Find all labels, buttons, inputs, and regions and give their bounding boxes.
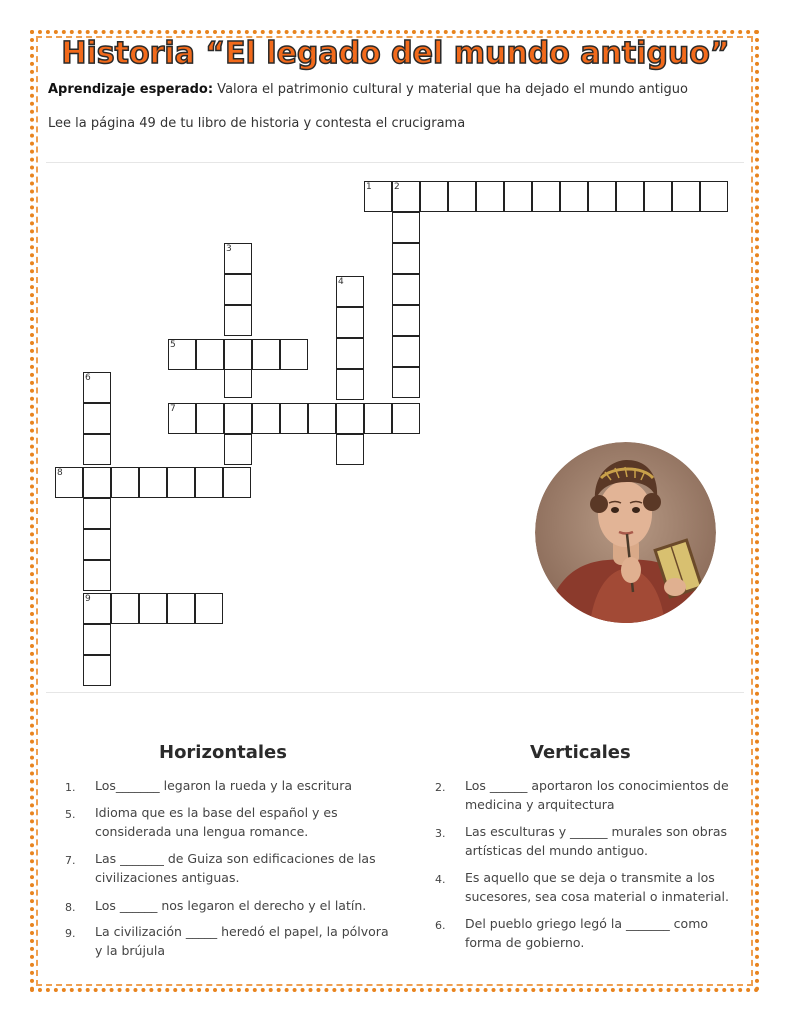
- clue-text: Del pueblo griego legó la _______ como forma de gobierno.: [465, 916, 709, 950]
- clue-number-label: 3.: [435, 827, 446, 840]
- crossword-cell[interactable]: [336, 338, 364, 369]
- crossword-cell[interactable]: [392, 243, 420, 274]
- crossword-cell[interactable]: [420, 181, 448, 212]
- crossword-cell[interactable]: [588, 181, 616, 212]
- clue-number-8: 8: [57, 468, 63, 478]
- crossword-cell[interactable]: [83, 434, 111, 465]
- clue-text: Los_______ legaron la rueda y la escritura: [95, 778, 353, 793]
- crossword-cell[interactable]: [83, 498, 111, 529]
- clue-horizontal-1: [65, 776, 395, 796]
- portrait-image: [535, 442, 716, 623]
- clue-horizontal-9: [65, 922, 395, 962]
- clue-text: Los ______ nos legaron el derecho y el latín.: [95, 898, 367, 913]
- clue-number-4: 4: [338, 277, 344, 287]
- crossword-cell[interactable]: [336, 276, 364, 307]
- crossword-cell[interactable]: [139, 467, 167, 498]
- crossword-cell[interactable]: [280, 403, 308, 434]
- clue-number-1: 1: [366, 182, 372, 192]
- clue-number-6: 6: [85, 373, 91, 383]
- crossword-cell[interactable]: [83, 593, 111, 624]
- crossword-cell[interactable]: [392, 403, 420, 434]
- clue-number-label: 7.: [65, 854, 76, 867]
- clue-number-label: 6.: [435, 919, 446, 932]
- crossword-cell[interactable]: [196, 339, 224, 370]
- crossword-cell[interactable]: [364, 181, 392, 212]
- clue-number-label: 9.: [65, 927, 76, 940]
- crossword-cell[interactable]: [532, 181, 560, 212]
- clue-number-7: 7: [170, 404, 176, 414]
- clue-number-label: 4.: [435, 873, 446, 886]
- crossword-cell[interactable]: [644, 181, 672, 212]
- clue-text: Es aquello que se deja o transmite a los sucesores, sea cosa material o inmaterial.: [465, 870, 729, 904]
- crossword-cell[interactable]: [308, 403, 336, 434]
- crossword-cell[interactable]: [280, 339, 308, 370]
- crossword-cell[interactable]: [224, 434, 252, 465]
- learning-goal-text: Valora el patrimonio cultural y material que ha dejado el mundo antiguo: [213, 82, 688, 97]
- crossword-cell[interactable]: [223, 467, 251, 498]
- crossword-cell[interactable]: [168, 403, 196, 434]
- clue-vertical-3: [435, 822, 745, 862]
- crossword-cell[interactable]: [224, 367, 252, 398]
- crossword-cell[interactable]: [139, 593, 167, 624]
- crossword-cell[interactable]: [336, 307, 364, 338]
- clue-vertical-4: [435, 868, 745, 908]
- crossword-cell[interactable]: [448, 181, 476, 212]
- clue-text: Idioma que es la base del español y es considerada una lengua romance.: [95, 805, 338, 839]
- crossword-cell[interactable]: [336, 369, 364, 400]
- clue-number-label: 2.: [435, 781, 446, 794]
- divider-top: [46, 162, 744, 163]
- crossword-cell[interactable]: [167, 467, 195, 498]
- clue-vertical-6: [435, 914, 745, 954]
- crossword-cell[interactable]: [83, 624, 111, 655]
- clue-text: Los ______ aportaron los conocimientos de medicina y arquitectura: [465, 778, 729, 812]
- instruction-text: Lee la página 49 de tu libro de historia y contesta el crucigrama: [48, 116, 466, 131]
- clue-number-label: 8.: [65, 901, 76, 914]
- crossword-cell[interactable]: [560, 181, 588, 212]
- clue-number-9: 9: [85, 594, 91, 604]
- crossword-cell[interactable]: [336, 434, 364, 465]
- learning-goal-label: Aprendizaje esperado:: [48, 82, 214, 97]
- clue-number-3: 3: [226, 244, 232, 254]
- crossword-cell[interactable]: [672, 181, 700, 212]
- crossword-cell[interactable]: [83, 403, 111, 434]
- learning-goal: [48, 82, 688, 97]
- crossword-cell[interactable]: [167, 593, 195, 624]
- divider-bottom: [46, 692, 744, 693]
- crossword-cell[interactable]: [336, 403, 364, 434]
- crossword-cell[interactable]: [252, 339, 280, 370]
- crossword-cell[interactable]: [83, 467, 111, 498]
- clue-number-label: 1.: [65, 781, 76, 794]
- crossword-cell[interactable]: [168, 339, 196, 370]
- crossword-cell[interactable]: [196, 403, 224, 434]
- horizontal-clues-title: Horizontales: [159, 742, 287, 763]
- crossword-cell[interactable]: [83, 529, 111, 560]
- crossword-cell[interactable]: [224, 403, 252, 434]
- crossword-cell[interactable]: [224, 274, 252, 305]
- crossword-cell[interactable]: [224, 243, 252, 274]
- clue-text: Las _______ de Guiza son edificaciones de las civilizaciones antiguas.: [95, 851, 376, 885]
- crossword-cell[interactable]: [392, 274, 420, 305]
- crossword-cell[interactable]: [392, 212, 420, 243]
- crossword-cell[interactable]: [55, 467, 83, 498]
- crossword-cell[interactable]: [224, 305, 252, 336]
- crossword-cell[interactable]: [224, 339, 252, 370]
- crossword-cell[interactable]: [504, 181, 532, 212]
- clue-text: La civilización _____ heredó el papel, la pólvora y la brújula: [95, 924, 389, 958]
- clue-number-2: 2: [394, 182, 400, 192]
- vertical-clues-title: Verticales: [530, 742, 631, 763]
- clue-horizontal-8: [65, 896, 395, 916]
- crossword-cell[interactable]: [111, 593, 139, 624]
- crossword-cell[interactable]: [392, 367, 420, 398]
- crossword-cell[interactable]: [83, 655, 111, 686]
- crossword-cell[interactable]: [111, 467, 139, 498]
- crossword-cell[interactable]: [364, 403, 392, 434]
- crossword-cell[interactable]: [83, 560, 111, 591]
- clue-text: Las esculturas y ______ murales son obras artísticas del mundo antiguo.: [465, 824, 728, 858]
- crossword-cell[interactable]: [392, 336, 420, 367]
- crossword-cell[interactable]: [392, 305, 420, 336]
- crossword-cell[interactable]: [476, 181, 504, 212]
- crossword-cell[interactable]: [616, 181, 644, 212]
- clue-number-5: 5: [170, 340, 176, 350]
- crossword-cell[interactable]: [195, 467, 223, 498]
- clue-number-label: 5.: [65, 808, 76, 821]
- page-title: Historia “El legado del mundo antiguo”: [61, 36, 730, 71]
- crossword-cell[interactable]: [392, 181, 420, 212]
- crossword-cell[interactable]: [700, 181, 728, 212]
- clue-vertical-2: [435, 776, 745, 816]
- crossword-cell[interactable]: [252, 403, 280, 434]
- clue-horizontal-5: [65, 803, 395, 843]
- crossword-cell[interactable]: [195, 593, 223, 624]
- clue-horizontal-7: [65, 849, 395, 889]
- crossword-cell[interactable]: [83, 372, 111, 403]
